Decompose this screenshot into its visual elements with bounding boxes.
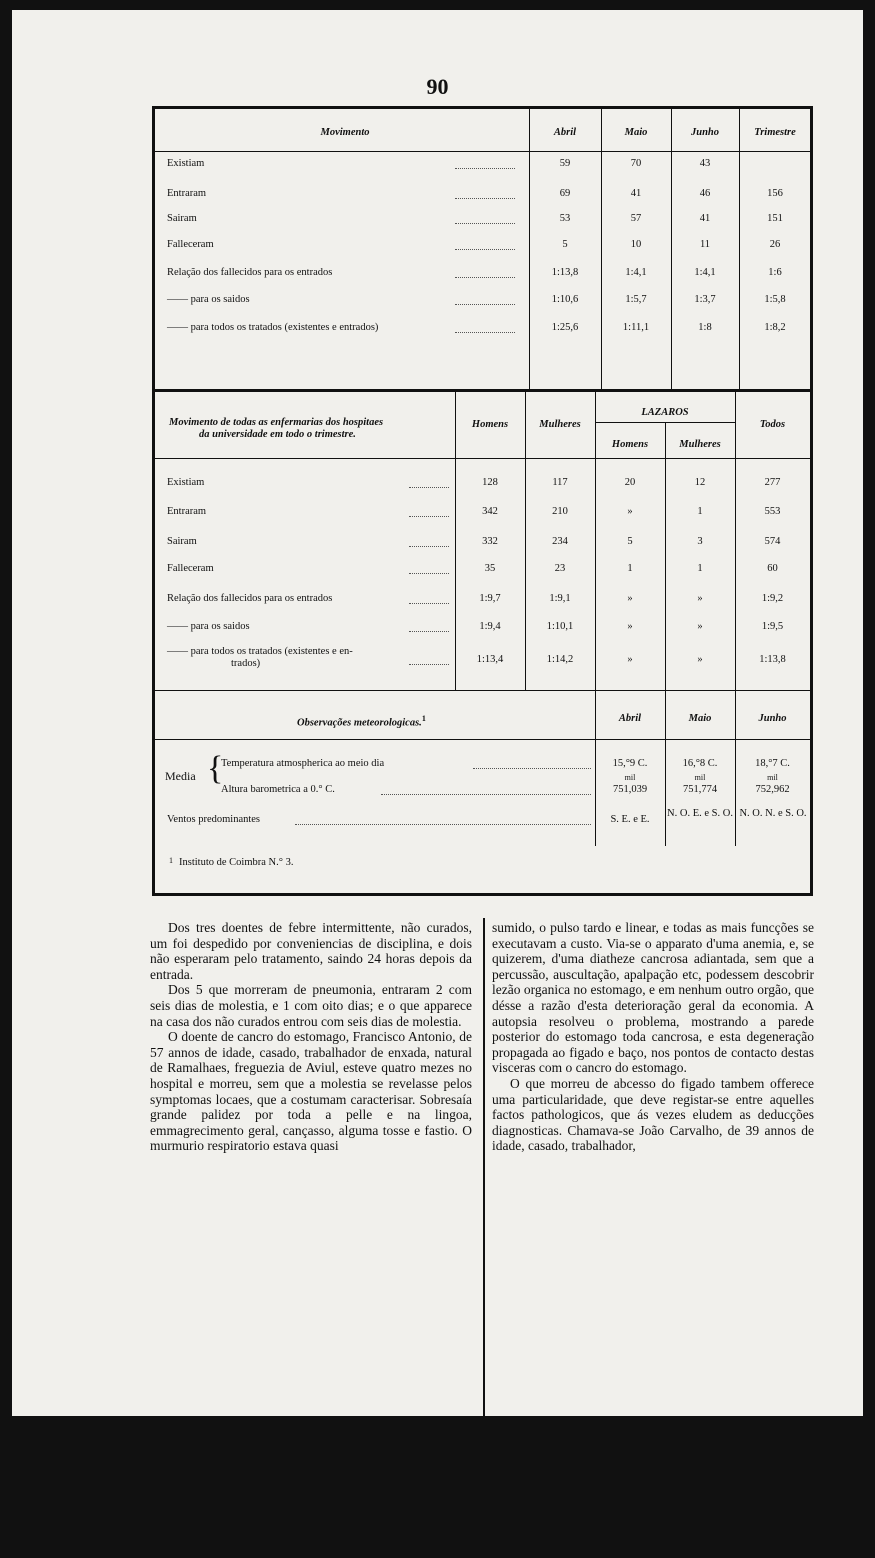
t2-cell: 1:9,7 — [479, 593, 501, 604]
t2-cell: 234 — [552, 536, 568, 547]
t2-cell: 342 — [482, 506, 498, 517]
text-column-right — [492, 920, 814, 1154]
t3-winds-maio: N. O. E. e S. O. — [667, 808, 733, 819]
column-rule — [483, 918, 485, 1558]
t1-cell: 69 — [559, 188, 571, 199]
t2-cell: » — [697, 593, 703, 604]
paragraph: O que morreu de abcesso do figado tambem offerece uma particularidade, que deve registar-se entre aquelles factos pathologicos, que ás vezes eludem as deducções diagnosticas. Chamava-se João Carvalho, de 39 annos de idade, casado, trabalhador, — [492, 1075, 814, 1154]
t2-row-label-line1: —— para todos os tratados (existentes e en- — [167, 646, 353, 657]
t3-header-maio: Maio — [688, 713, 712, 724]
t2-row-label: Falleceram — [167, 563, 214, 574]
t1-row-label: Falleceram — [167, 239, 214, 250]
t1-cell: 1:13,8 — [551, 267, 579, 278]
t2-cell: » — [627, 654, 633, 665]
t2-cell: 1 — [627, 563, 633, 574]
t1-cell: 1:6 — [768, 267, 782, 278]
t3-brace: { — [207, 750, 224, 787]
t1-cell: 1:5,7 — [625, 294, 647, 305]
t1-row-label: Entraram — [167, 188, 207, 199]
t2-header-homens: Homens — [471, 419, 509, 430]
t3-winds-abril: S. E. e E. — [610, 814, 650, 825]
t1-cell: 1:10,6 — [551, 294, 579, 305]
t2-header-laz-homens: Homens — [611, 439, 649, 450]
paragraph: sumido, o pulso tardo e linear, e todas as mais funcções se executavam a custo. Via-se o apparato d'uma anemia, e, se quizerem, d'uma diatheze cancrosa adiantada, sem que a percussão, auscultação, apalpação etc, podessem descobrir lezão organica no estomago, e em nenhum outro orgão, que désse a razão d'esta deterioração geral da economia. A autopsia resolveu o problema, mostrando a parede posterior do estomago toda cancrosa, e esta degeneração propagada ao figado e baço, nos pontos de contacto destas visceras com o cancro do estomago. — [492, 920, 814, 1076]
t1-cell: 1:8,2 — [764, 322, 786, 333]
t1-cell: 10 — [630, 239, 642, 250]
t1-cell: 59 — [559, 158, 571, 169]
t3-temp-label: Temperatura atmospherica ao meio dia — [221, 758, 385, 769]
t1-cell: 26 — [769, 239, 781, 250]
t2-cell: 1:13,8 — [759, 654, 786, 665]
t2-cell: » — [697, 654, 703, 665]
t2-cell: 23 — [554, 563, 566, 574]
t1-row-label: —— para os saidos — [167, 294, 250, 305]
t1-header-maio: Maio — [624, 127, 648, 138]
t2-cell: 1 — [697, 506, 703, 517]
t2-row-label: Sairam — [167, 536, 197, 547]
t1-row-label: Existiam — [167, 158, 205, 169]
t2-header-lazaros: LAZAROS — [641, 407, 689, 418]
t1-cell: 156 — [767, 188, 783, 199]
t1-cell: 57 — [630, 213, 642, 224]
t3-winds-label: Ventos predominantes — [167, 814, 261, 825]
t1-cell: 1:4,1 — [625, 267, 647, 278]
t3-temp-maio: 16,°8 C. — [682, 758, 718, 769]
t1-cell: 1:3,7 — [694, 294, 716, 305]
t3-baro-label: Altura barometrica a 0.° C. — [221, 784, 335, 795]
t1-cell: 1:4,1 — [694, 267, 716, 278]
t2-cell: 1 — [697, 563, 703, 574]
t3-baro-maio: 751,774 — [682, 784, 718, 795]
t2-cell: 60 — [767, 563, 778, 574]
t2-cell: 332 — [482, 536, 498, 547]
t2-cell: 20 — [624, 477, 636, 488]
t2-cell: 128 — [482, 477, 498, 488]
t3-baro-abril: 751,039 — [612, 784, 648, 795]
t2-cell: 1:9,2 — [761, 593, 784, 604]
t1-cell: 43 — [699, 158, 711, 169]
t2-cell: 1:10,1 — [546, 621, 574, 632]
t3-mil-junho: mil — [767, 773, 778, 782]
t2-cell: 117 — [552, 477, 568, 488]
t1-row-label: Relação dos fallecidos para os entrados — [167, 267, 333, 278]
paragraph: Dos tres doentes de febre intermittente, não curados, um foi despedido por conveniencias de disciplina, e dois não esperaram pelo tratamento, saindo 24 horas depois da entrada. — [150, 920, 472, 982]
t3-mil-abril: mil — [624, 773, 636, 782]
t1-cell: 1:11,1 — [622, 322, 650, 333]
t2-cell: 3 — [697, 536, 703, 547]
t2-title-line1: Movimento de todas as enfermarias dos hospitaes — [169, 417, 384, 428]
t2-cell: 1:13,4 — [476, 654, 504, 665]
t1-cell: 151 — [767, 213, 783, 224]
t2-header-todos: Todos — [759, 419, 786, 430]
t1-cell: 1:25,6 — [551, 322, 579, 333]
t2-row-label: —— para os saidos — [167, 621, 250, 632]
t3-title: Observações meteorologicas.$^1$ — [297, 714, 426, 729]
t2-row-label: Existiam — [167, 477, 205, 488]
t2-title-line2: da universidade em todo o trimestre. — [199, 429, 356, 440]
t1-cell: 46 — [699, 188, 711, 199]
t1-header-abril: Abril — [553, 127, 577, 138]
t2-cell: 5 — [627, 536, 633, 547]
t2-cell: 277 — [764, 477, 781, 488]
t2-cell: » — [627, 506, 633, 517]
t3-media-label: Media — [165, 769, 196, 783]
t1-row-label: —— para todos os tratados (existentes e entrados) — [167, 322, 379, 333]
t3-header-abril: Abril — [618, 713, 642, 724]
t3-winds-junho: N. O. N. e S. O. — [739, 808, 807, 819]
t1-cell: 11 — [699, 239, 711, 250]
t2-cell: » — [627, 593, 633, 604]
text-column-left — [150, 920, 472, 1154]
t2-cell: 553 — [764, 506, 781, 517]
t1-cell: 70 — [630, 158, 642, 169]
t1-header-movimento: Movimento — [320, 127, 370, 138]
t2-row-label-line2: trados) — [231, 658, 261, 669]
t2-cell: 1:14,2 — [546, 654, 574, 665]
t2-cell: 1:9,1 — [549, 593, 571, 604]
t2-header-mulheres: Mulheres — [539, 419, 581, 430]
t2-cell: 210 — [552, 506, 568, 517]
t3-temp-junho: 18,°7 C. — [755, 758, 790, 769]
t1-cell: 1:8 — [698, 322, 712, 333]
t1-header-junho: Junho — [690, 127, 720, 138]
t1-cell: 1:5,8 — [764, 294, 786, 305]
paragraph: Dos 5 que morreram de pneumonia, entraram 2 com seis dias de molestia, e 1 com oito dias; e o que apparece na casa dos não curados entrou com seis dias de molestia. — [150, 982, 472, 1029]
t2-cell: » — [627, 621, 633, 632]
footnote-mark: 1 — [169, 856, 173, 865]
t2-row-label: Entraram — [167, 506, 207, 517]
t1-cell: 41 — [630, 188, 642, 199]
t3-mil-maio: mil — [694, 773, 706, 782]
t2-header-laz-mulheres: Mulheres — [679, 439, 721, 450]
t2-cell: 1:9,5 — [761, 621, 784, 632]
t2-cell: 1:9,4 — [479, 621, 501, 632]
page-number: 90 — [426, 74, 449, 99]
paragraph: O doente de cancro do estomago, Francisco Antonio, de 57 annos de idade, casado, trabalhador de enxada, natural de Ramalhaes, freguezia de Aviul, esteve quatro mezes no hospital e morreu, sem que a molestia se revelasse pelos symptomas locaes, que a costumam caracterisar. Sobresaía grande palidez por toda a pelle e na lingoa, emmagrecimento geral, cançasso, alguma tosse e fastio. O murmurio respiratorio estava quasi — [150, 1029, 472, 1154]
t1-row-label: Sairam — [167, 213, 197, 224]
t2-row-label: Relação dos fallecidos para os entrados — [167, 593, 333, 604]
statistics-table-frame — [152, 106, 813, 896]
t1-cell: 41 — [699, 213, 711, 224]
footnote-text: Instituto de Coimbra N.° 3. — [179, 857, 294, 868]
t1-cell: 53 — [559, 213, 571, 224]
t1-cell: 5 — [562, 239, 568, 250]
t3-temp-abril: 15,°9 C. — [612, 758, 648, 769]
t2-cell: 35 — [484, 563, 496, 574]
t3-baro-junho: 752,962 — [755, 784, 790, 795]
t2-cell: 12 — [694, 477, 706, 488]
t2-cell: 574 — [764, 536, 781, 547]
t1-header-trimestre: Trimestre — [754, 127, 796, 138]
t3-header-junho: Junho — [758, 713, 787, 724]
t2-cell: » — [697, 621, 703, 632]
